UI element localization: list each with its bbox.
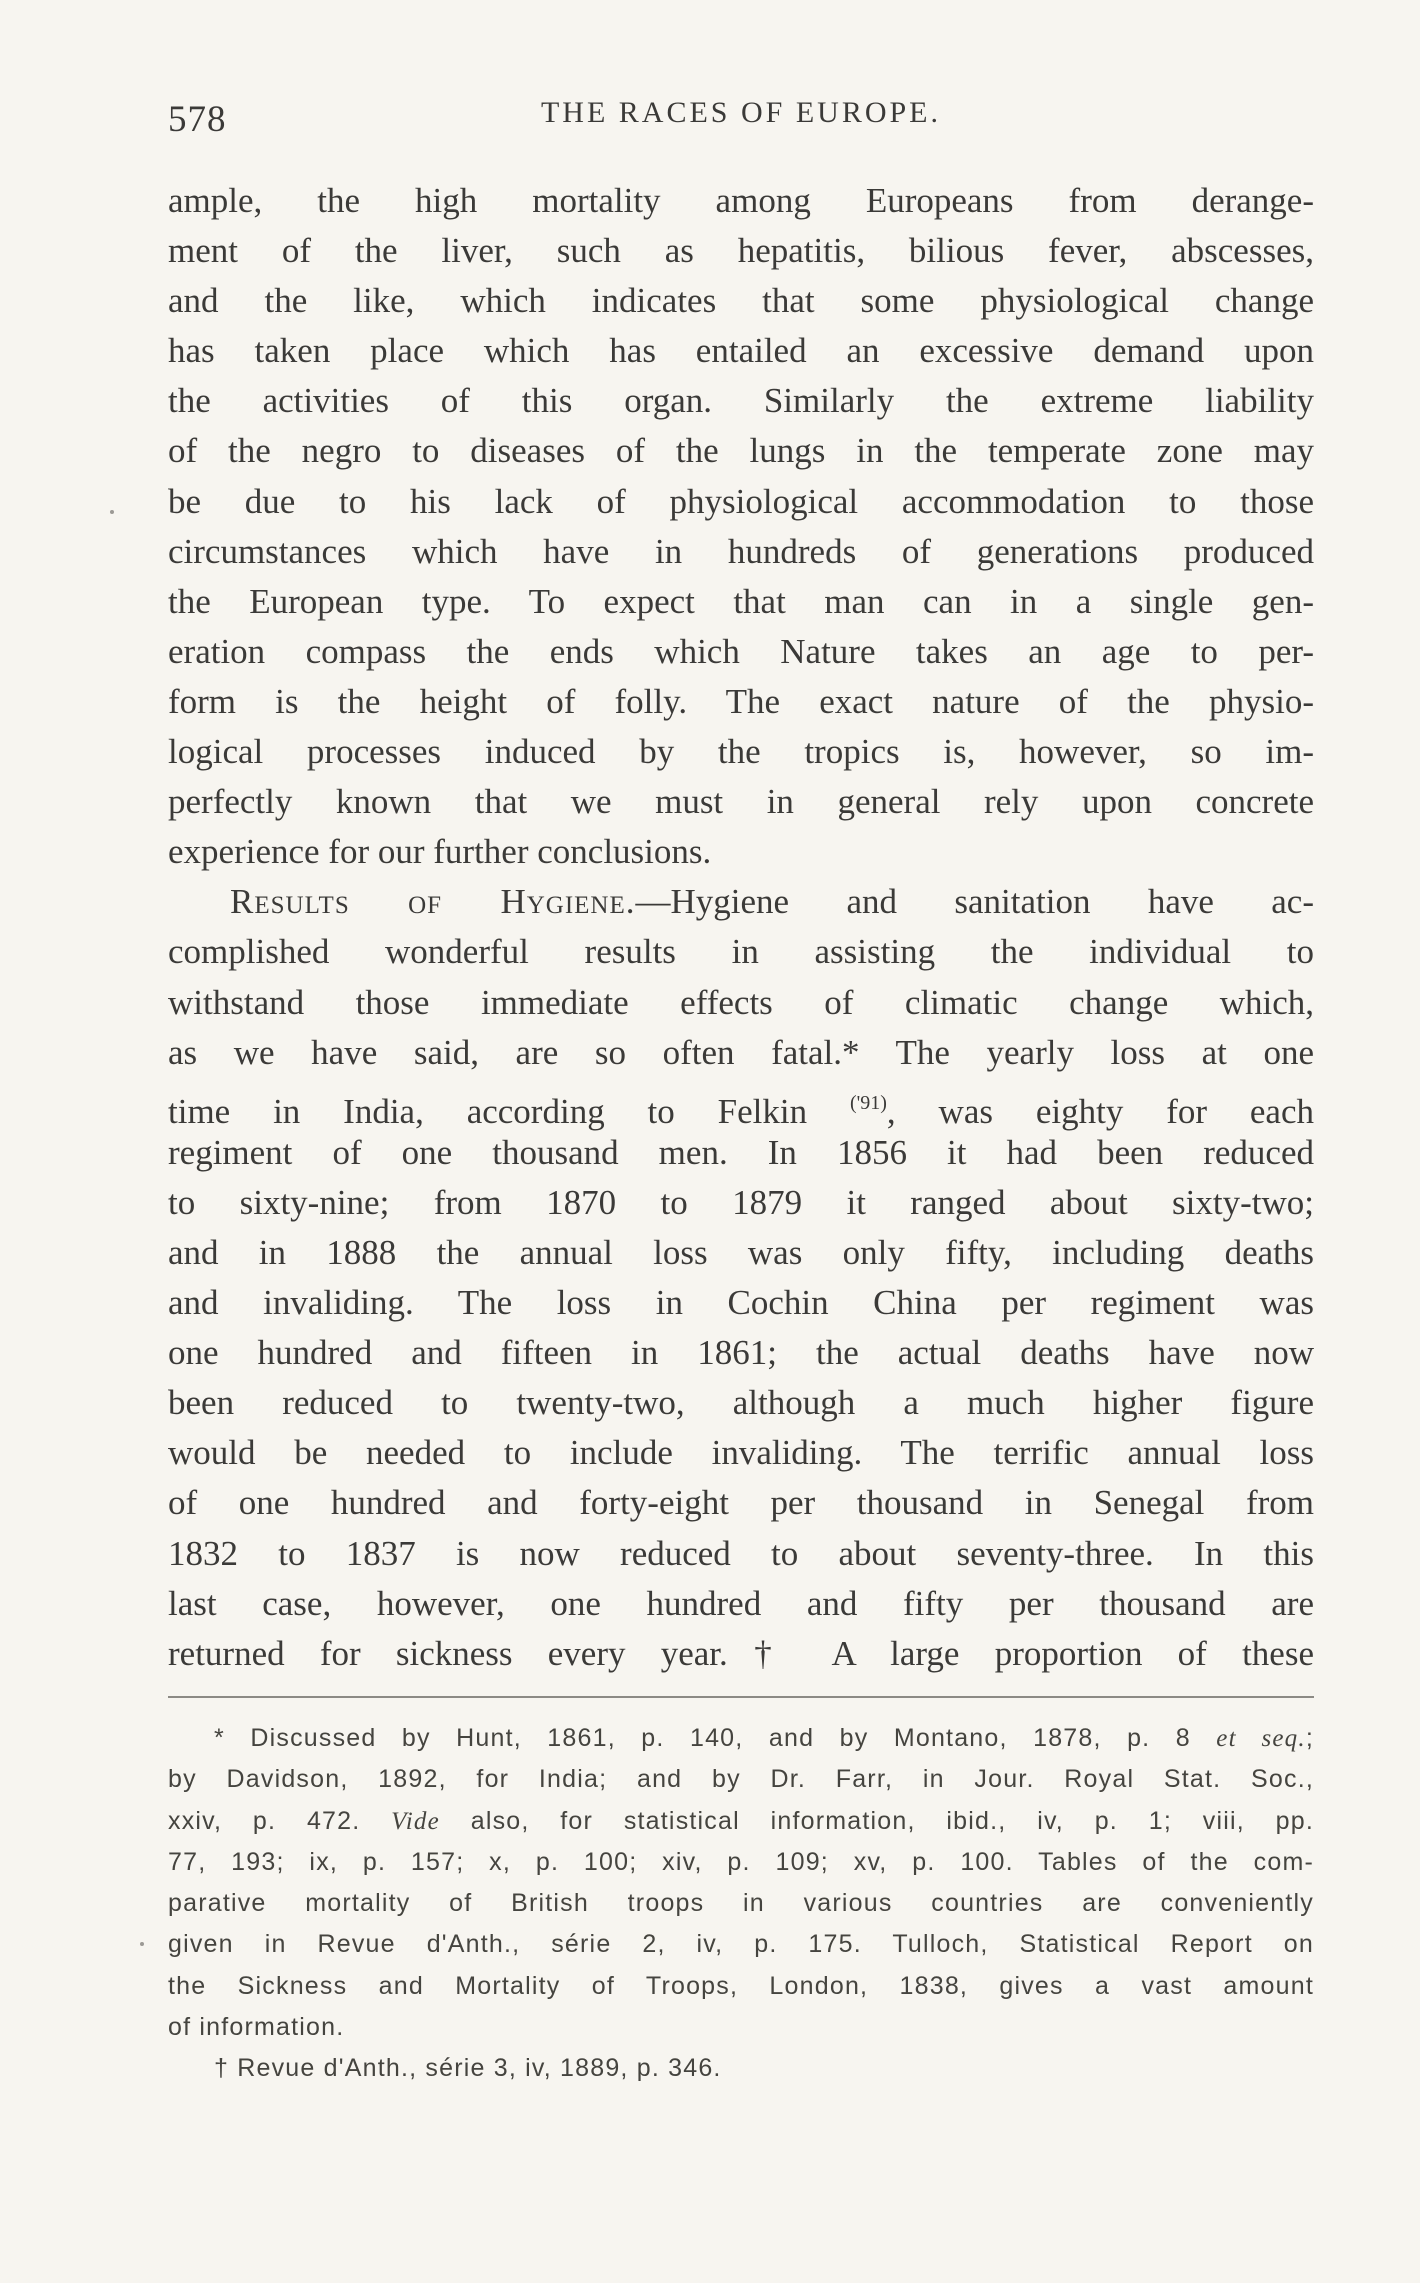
text-line: to sixty-nine; from 1870 to 1879 it ranged about sixty-two; [168,1182,1314,1222]
footnote-line: 77, 193; ix, p. 157; x, p. 100; xiv, p. 109; xv, p. 100. Tables of the com- [168,1847,1314,1876]
footnote-line: by Davidson, 1892, for India; and by Dr. Farr, in Jour. Royal Stat. Soc., [168,1765,1314,1794]
text-line: experience for our further conclusions. [168,832,712,872]
footnote-line: the Sickness and Mortality of Troops, London, 1838, gives a vast amount [168,1971,1314,2000]
bibliography-reference: ('91) [849,1091,887,1114]
text-line: eration compass the ends which Nature takes an age to per- [168,631,1314,671]
text-fragment: also, for statistical information, ibid., iv, p. 1; viii, pp. [439,1806,1314,1835]
text-line: and in 1888 the annual loss was only fifty, including deaths [168,1232,1314,1272]
footnotes [168,1718,1314,2090]
text-line: has taken place which has entailed an excessive demand upon [168,331,1314,371]
footnote-line: parative mortality of British troops in various countries are conveniently [168,1889,1314,1918]
body-text [168,176,1314,1679]
footnote-divider [168,1696,1314,1698]
text-line: be due to his lack of physiological accommodation to those [168,481,1314,521]
text-line: ment of the liver, such as hepatitis, bilious fever, abscesses, [168,231,1314,271]
text-line: of one hundred and forty-eight per thousand in Senegal from [168,1483,1314,1523]
footnote-line: given in Revue d'Anth., série 2, iv, p. 175. Tulloch, Statistical Report on [168,1930,1314,1959]
text-fragment: * Discussed by Hunt, 1861, p. 140, and by Montano, 1878, p. 8 [214,1724,1217,1752]
text-line: of the negro to diseases of the lungs in the temperate zone may [168,431,1314,471]
text-line [168,1078,1314,1131]
text-fragment: —Hygiene and sanitation have ac- [635,882,1314,922]
footnote-line: of information. [168,2013,345,2042]
text-line: logical processes induced by the tropics is, however, so im- [168,732,1314,772]
text-fragment: xxiv, p. 472. [168,1806,392,1835]
text-line: regiment of one thousand men. In 1856 it had been reduced [168,1132,1314,1172]
text-line: the activities of this organ. Similarly the extreme liability [168,381,1314,421]
text-line: one hundred and fifteen in 1861; the actual deaths have now [168,1333,1314,1373]
text-fragment-italic: et seq. [1216,1725,1306,1752]
running-head: THE RACES OF EUROPE. [540,96,942,129]
text-fragment: , was eighty for each [886,1091,1314,1131]
text-line: perfectly known that we must in general rely upon concrete [168,782,1314,822]
paper-speck [110,510,114,514]
text-line: withstand those immediate effects of climatic change which, [168,982,1314,1022]
text-line: been reduced to twenty-two, although a much higher figure [168,1383,1314,1423]
text-line: ample, the high mortality among Europeans from derange- [168,181,1314,220]
text-line: as we have said, are so often fatal.* The yearly loss at one [168,1032,1314,1072]
text-line: complished wonderful results in assisting the individual to [168,932,1314,972]
page-header [168,92,1314,142]
text-line: and invaliding. The loss in Cochin China per regiment was [168,1283,1314,1323]
text-line: form is the height of folly. The exact nature of the physio- [168,681,1314,721]
text-fragment: time in India, according to Felkin [168,1091,850,1131]
text-fragment-italic: Vide [391,1807,440,1835]
section-heading: Results of Hygiene. [230,882,636,922]
text-line: would be needed to include invaliding. The terrific annual loss [168,1433,1314,1473]
paper-speck [140,1942,144,1946]
text-line: 1832 to 1837 is now reduced to about seventy-three. In this [168,1533,1314,1573]
footnote-line [168,1718,1314,1759]
text-fragment: ; [1305,1724,1314,1752]
text-line-section-start [168,877,1314,927]
text-line: returned for sickness every year.† A large proportion of these [168,1633,1314,1673]
text-line: the European type. To expect that man can in a single gen- [168,581,1314,621]
page-number: 578 [168,99,227,140]
text-line: and the like, which indicates that some physiological change [168,281,1314,321]
footnote-line: † Revue d'Anth., série 3, iv, 1889, p. 346. [214,2054,722,2083]
text-line: circumstances which have in hundreds of generations produced [168,531,1314,571]
text-line: last case, however, one hundred and fifty per thousand are [168,1583,1314,1623]
footnote-line [168,1801,1314,1842]
